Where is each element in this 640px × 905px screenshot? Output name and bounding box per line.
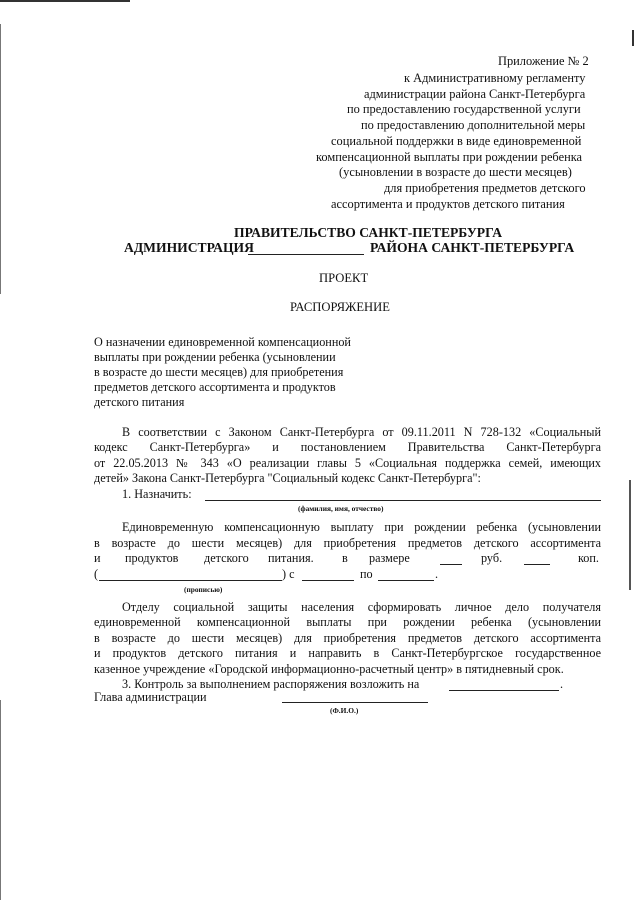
item2-line: в возрасте до шести месяцев) для приобретения предметов детского ассортимента — [94, 536, 601, 550]
rub-label: руб. — [481, 551, 503, 565]
order-title: РАСПОРЯЖЕНИЕ — [290, 300, 390, 314]
date-period: . — [435, 567, 439, 581]
item3-line: и продуктов детского питания и направить в Санкт-Петербургское государственное — [94, 646, 601, 660]
date-to-label: по — [360, 567, 373, 581]
appendix-line: для приобретения предметов детского — [384, 181, 586, 195]
administration-prefix: АДМИНИСТРАЦИЯ — [124, 240, 254, 255]
appendix-line: социальной поддержки в виде единовременной — [331, 134, 582, 148]
item2-word: детского — [204, 551, 249, 565]
appendix-line: компенсационной выплаты при рождении ребенка — [316, 150, 583, 164]
control-clause: 3. Контроль за выполнением распоряжения возложить на — [122, 677, 420, 691]
control-period: . — [560, 677, 564, 691]
item2-word: размере — [369, 551, 410, 565]
item3-line: казенное учреждение «Городской информационно-расчетный центр» в пятидневный срок. — [94, 662, 564, 676]
preamble-line: кодекс Санкт-Петербурга» и постановлением Правительства Санкт-Петербурга — [94, 440, 601, 454]
item1-label: 1. Назначить: — [122, 487, 192, 501]
preamble-line: от 22.05.2013 № 343 «О реализации главы 5 «Социальная поддержка семей, имеющих — [94, 456, 601, 470]
appendix-line: по предоставлению дополнительной меры — [361, 118, 586, 132]
item2-word: и — [94, 551, 101, 565]
item2-word: питания. — [268, 551, 314, 565]
appendix-line: администрации района Санкт-Петербурга — [364, 87, 586, 101]
scan-edge-left — [0, 24, 1, 294]
scan-mark-right — [632, 30, 634, 46]
subject-line: в возрасте до шести месяцев) для приобретения — [94, 365, 344, 379]
item2-word: продуктов — [125, 551, 179, 565]
amount-rub-field[interactable] — [440, 564, 462, 565]
recipient-name-field[interactable] — [205, 500, 601, 501]
amount-kop-field[interactable] — [524, 564, 550, 565]
date-from-label: ) с — [282, 567, 295, 581]
appendix-title: Приложение № 2 — [498, 54, 589, 68]
date-to-field[interactable] — [378, 580, 434, 581]
open-paren: ( — [94, 567, 99, 581]
preamble-line: детей» Закона Санкт-Петербурга "Социальный кодекс Санкт-Петербурга": — [94, 471, 481, 485]
date-from-field[interactable] — [302, 580, 354, 581]
signature-label: Глава администрации — [94, 690, 207, 704]
amount-in-words-caption: (прописью) — [184, 585, 223, 594]
item2-line: Единовременную компенсационную выплату при рождении ребенка (усыновлении — [122, 520, 601, 534]
appendix-line: ассортимента и продуктов детского питания — [331, 197, 565, 211]
subject-line: О назначении единовременной компенсационной — [94, 335, 351, 349]
appendix-line: к Административному регламенту — [404, 71, 586, 85]
appendix-line: по предоставлению государственной услуги — [347, 102, 581, 116]
preamble-line: В соответствии с Законом Санкт-Петербурга от 09.11.2011 N 728-132 «Социальный — [122, 425, 601, 439]
district-name-line — [248, 254, 364, 255]
administration-suffix: РАЙОНА САНКТ-ПЕТЕРБУРГА — [370, 240, 575, 255]
signature-caption: (Ф.И.О.) — [330, 706, 359, 715]
item3-line: Отделу социальной защиты населения сформировать личное дело получателя — [122, 600, 601, 614]
appendix-line: (усыновлении в возрасте до шести месяцев) — [339, 165, 572, 179]
scan-edge-right — [629, 480, 631, 590]
scan-edge-top — [0, 0, 130, 2]
recipient-name-caption: (фамилия, имя, отчество) — [298, 504, 384, 513]
subject-line: детского питания — [94, 395, 185, 409]
control-responsible-field[interactable] — [449, 690, 559, 691]
signature-field[interactable] — [282, 702, 428, 703]
subject-line: выплаты при рождении ребенка (усыновлении — [94, 350, 336, 364]
item2-word: в — [342, 551, 348, 565]
amount-in-words-field[interactable] — [99, 580, 282, 581]
subject-line: предметов детского ассортимента и продуктов — [94, 380, 336, 394]
item3-line: в возрасте до шести месяцев) для приобретения предметов детского ассортимента — [94, 631, 601, 645]
scan-edge-left-bottom — [0, 700, 1, 900]
government-heading: ПРАВИТЕЛЬСТВО САНКТ-ПЕТЕРБУРГА — [234, 225, 503, 240]
kop-label: коп. — [578, 551, 599, 565]
item3-line: единовременной компенсационной выплаты при рождении ребенка (усыновлении — [94, 615, 601, 629]
project-label: ПРОЕКТ — [319, 271, 369, 285]
